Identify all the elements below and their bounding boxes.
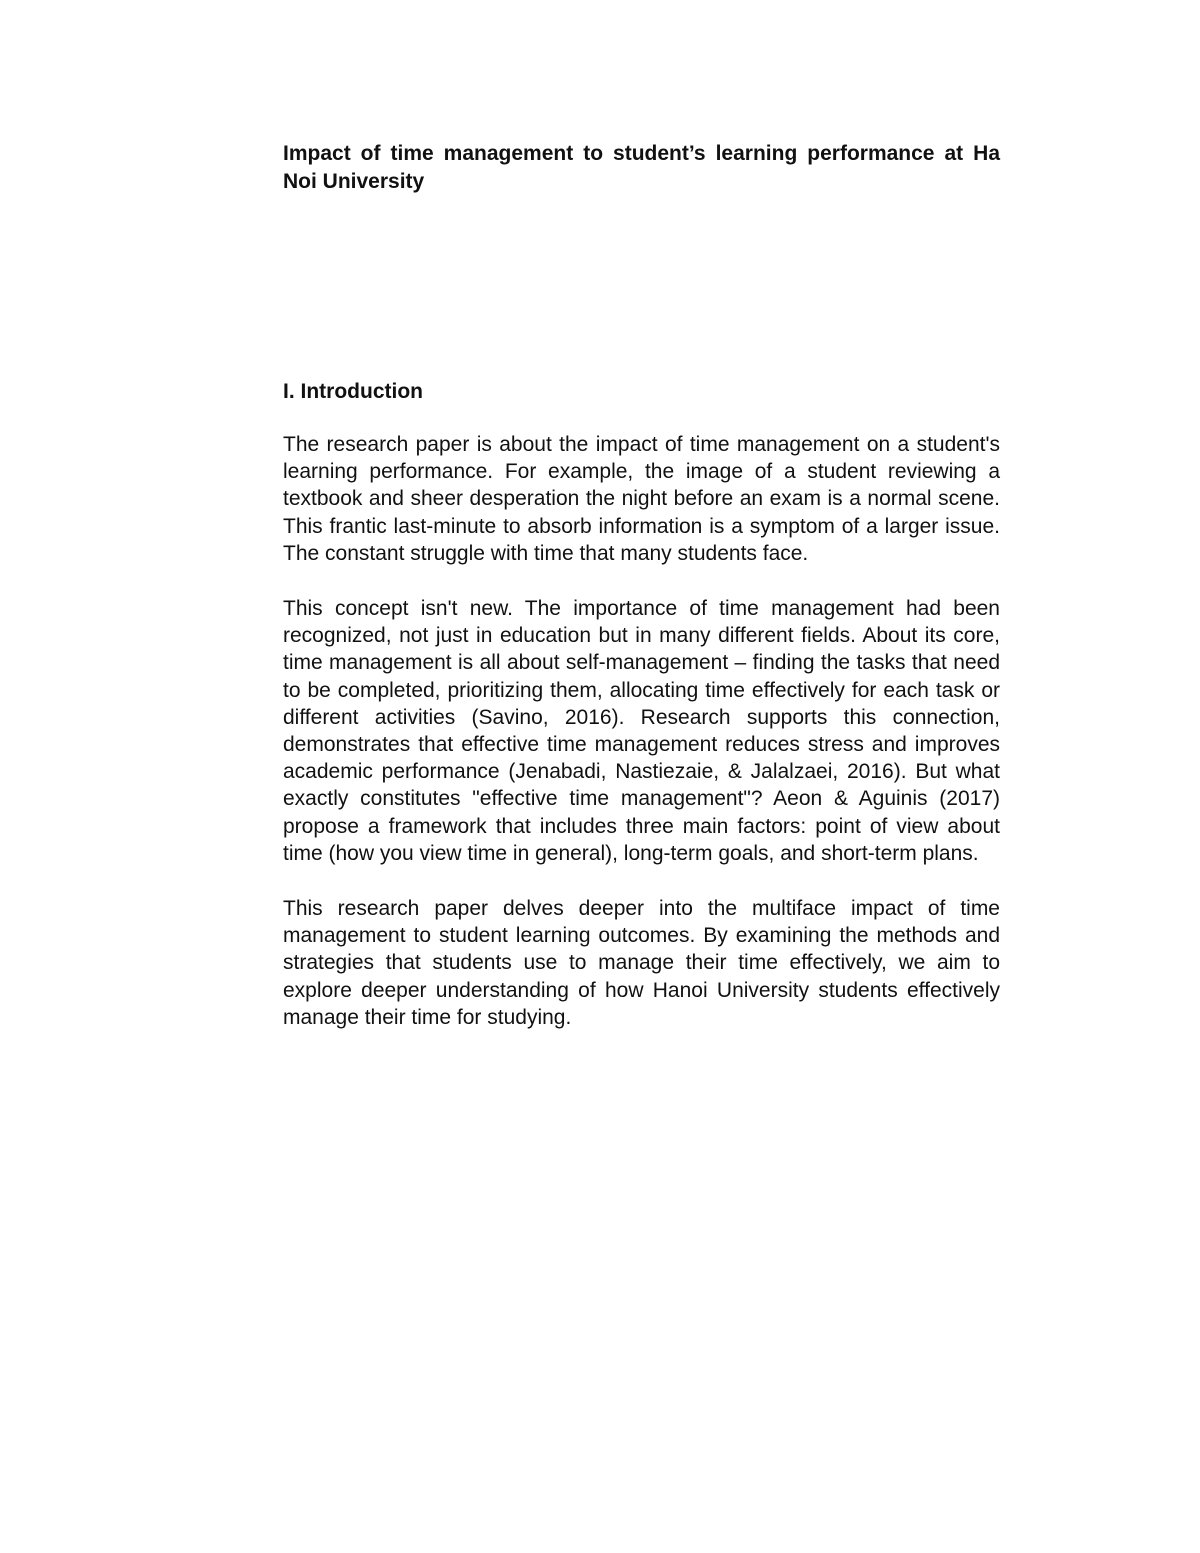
- paragraph: This concept isn't new. The importance of time management had been recognized, not just in education but in many different fields. About its core, time management is all about self-management – finding the tasks that need to be completed, prioritizing them, allocating time effectively for each task or different activities (Savino, 2016). Research supports this connection, demonstrates that effective time management reduces stress and improves academic performance (Jenabadi, Nastiezaie, & Jalalzaei, 2016). But what exactly constitutes "effective time management"? Aeon & Aguinis (2017) propose a framework that includes three main factors: point of view about time (how you view time in general), long-term goals, and short-term plans.: [283, 597, 1000, 865]
- paragraph: This research paper delves deeper into the multiface impact of time management to student learning outcomes. By examining the methods and strategies that students use to manage their time effectively, we aim to explore deeper understanding of how Hanoi University students effectively manage their time for studying.: [283, 897, 1000, 1029]
- page-content: [283, 140, 1000, 1031]
- section-heading-introduction: I. Introduction: [283, 380, 423, 403]
- paragraph: The research paper is about the impact of time management on a student's learning performance. For example, the image of a student reviewing a textbook and sheer desperation the night before an exam is a normal scene. This frantic last-minute to absorb information is a symptom of a larger issue. The constant struggle with time that many students face.: [283, 433, 1000, 565]
- document-title: Impact of time management to student’s learning performance at Ha Noi University: [283, 142, 1000, 193]
